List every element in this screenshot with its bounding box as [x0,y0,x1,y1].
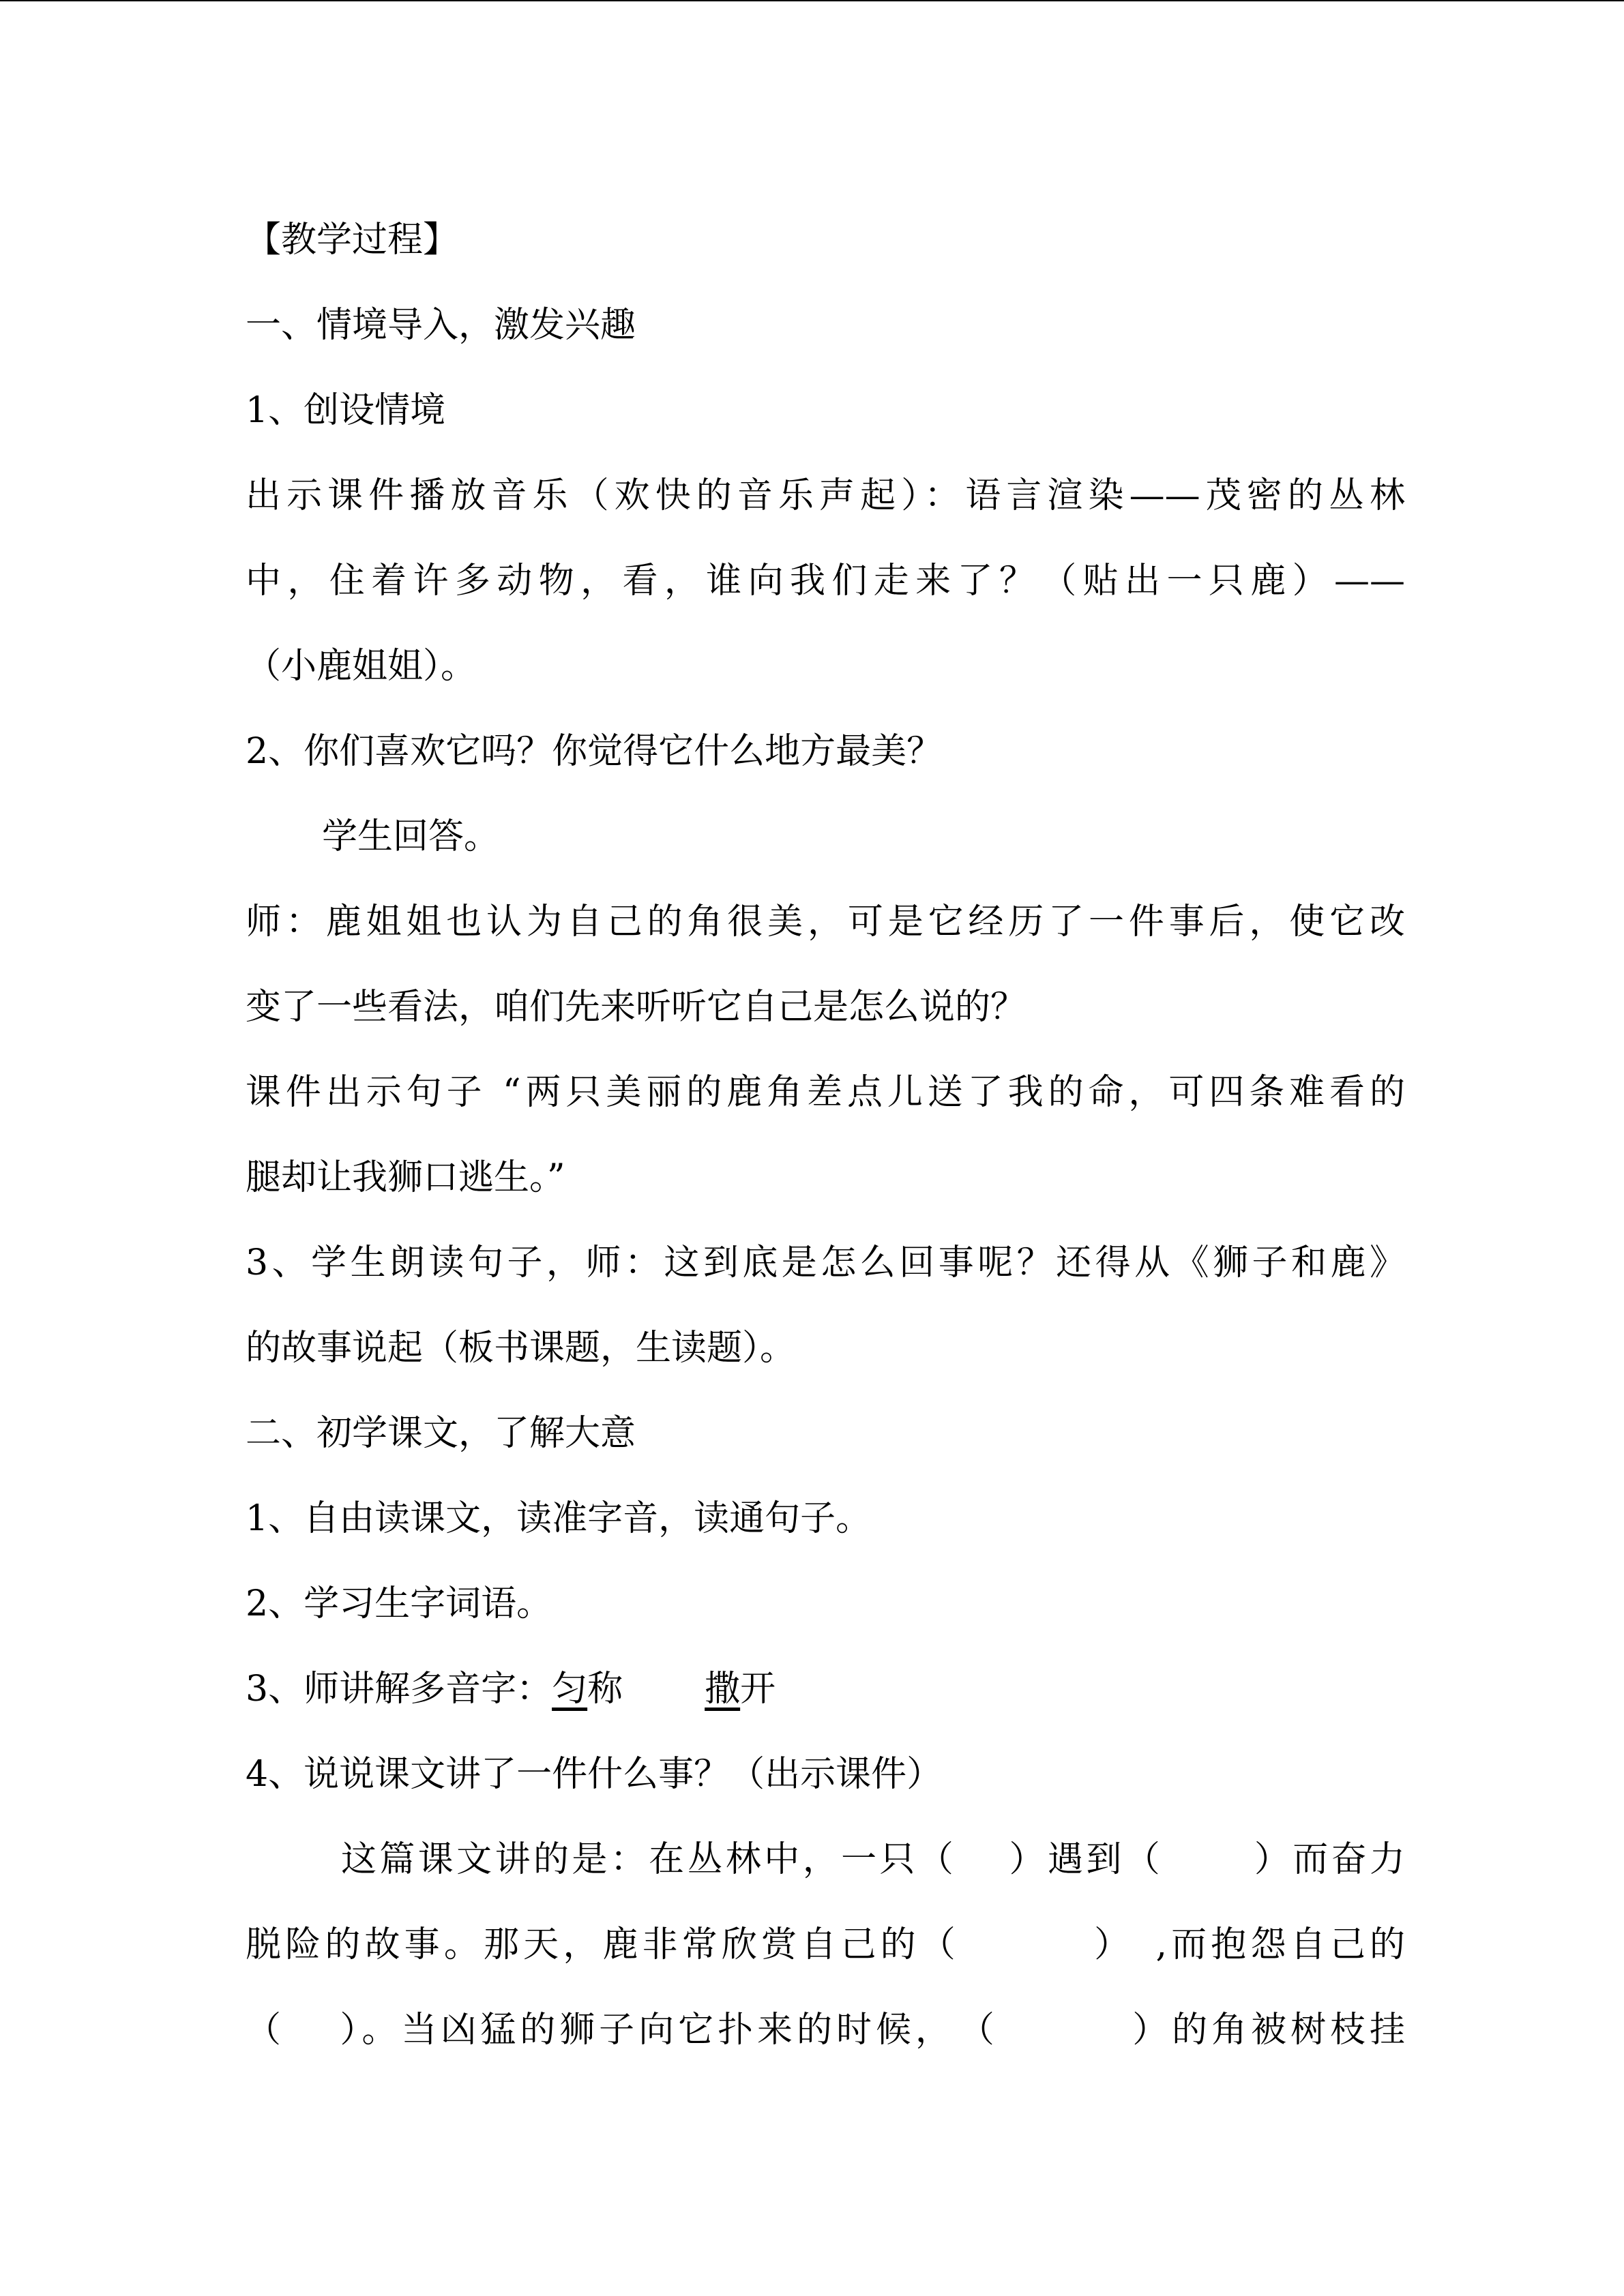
paragraph-line: 中，住着许多动物，看，谁向我们走来了？（贴出一只鹿）—— [246,561,1405,601]
polyphone-prefix: 3、师讲解多音字： [246,1669,552,1710]
paragraph-line: （小鹿姐姐）。 [246,646,477,687]
item-2-question: 2、你们喜欢它吗？你觉得它什么地方最美？ [246,731,943,772]
polyphone-word2-underlined: 撒 [705,1669,741,1710]
item-2-vocabulary: 2、学习生字词语。 [246,1583,552,1624]
item-1-create-situation: 1、创设情境 [246,390,446,431]
part-one-heading: 一、情境导入，激发兴趣 [246,305,636,346]
paragraph-line: 的故事说起（板书课题，生读题）。 [246,1328,796,1369]
polyphone-word1-underlined: 匀 [552,1669,588,1710]
part-two-heading: 二、初学课文，了解大意 [246,1413,636,1454]
student-answer-line: 学生回答。 [322,816,500,857]
paragraph-line: 腿却让我狮口逃生。” [246,1157,565,1198]
fill-blank-line: 这篇课文讲的是：在丛林中，一只（ ）遇到（ ）而奋力 [341,1839,1405,1880]
paragraph-line: 师：鹿姐姐也认为自己的角很美，可是它经历了一件事后，使它改 [246,901,1405,942]
item-3-read-sentence: 3、学生朗读句子，师：这到底是怎么回事呢？还得从《狮子和鹿》 [246,1242,1405,1283]
item-4-story-summary: 4、说说课文讲了一件什么事？（出示课件） [246,1754,943,1795]
item-1-free-reading: 1、自由读课文，读准字音，读通句子。 [246,1498,872,1539]
paragraph-line: 变了一些看法，咱们先来听听它自己是怎么说的？ [246,987,1027,1028]
paragraph-line: 出示课件播放音乐（欢快的音乐声起）：语言渲染——茂密的丛林 [246,475,1405,516]
item-3-polyphonic-characters [246,1647,1405,1731]
section-heading-teaching-process: 【教学过程】 [246,220,459,260]
polyphone-word1-rest: 称 [587,1669,623,1710]
paragraph-line: 课件出示句子 “两只美丽的鹿角差点儿送了我的命，可四条难看的 [246,1072,1405,1113]
polyphone-word2-rest: 开 [740,1669,776,1710]
fill-blank-line: （ ）。当凶猛的狮子向它扑来的时候， （ ）的角被树枝挂 [246,2010,1405,2051]
fill-blank-line: 脱险的故事。那天，鹿非常欣赏自己的（ ） ,而抱怨自己的 [246,1924,1405,1965]
